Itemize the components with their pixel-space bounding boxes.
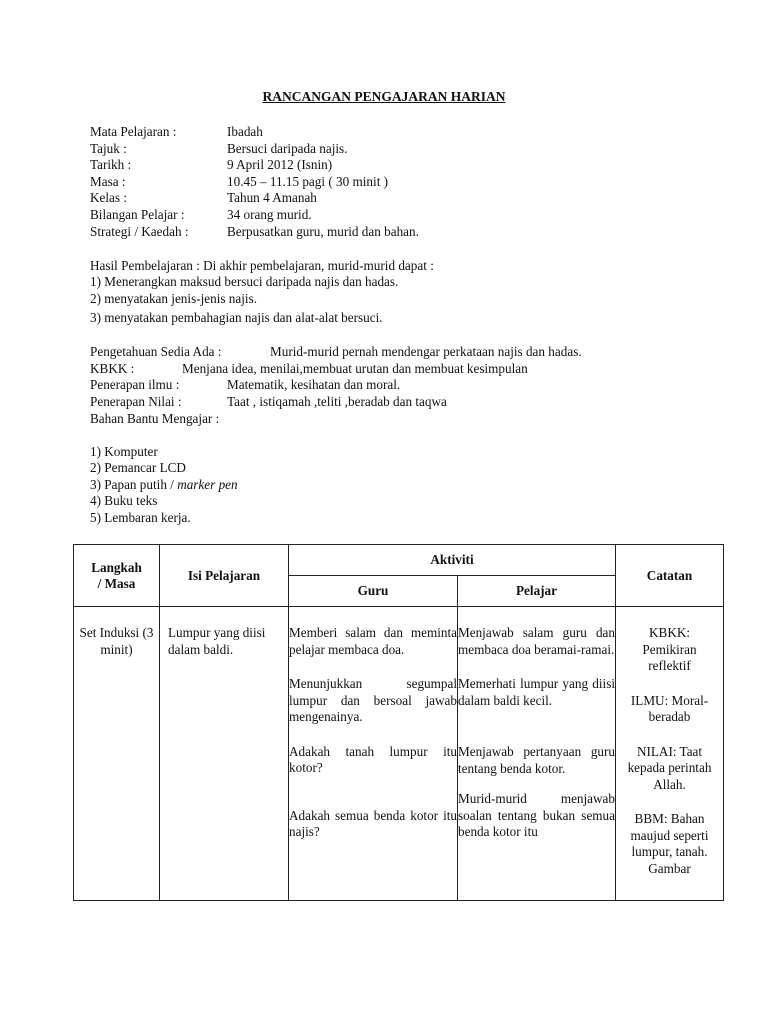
pelajar-activity: Menjawab pertanyaan guru tentang benda kotor. xyxy=(458,744,616,776)
info-value: Berpusatkan guru, murid dan bahan. xyxy=(227,224,419,239)
kbkk-label: KBKK : xyxy=(90,361,135,376)
info-label: Mata Pelajaran : xyxy=(90,124,177,139)
material-item: 4) Buku teks xyxy=(90,493,158,508)
learning-outcome-item: 2) menyatakan jenis-jenis najis. xyxy=(90,291,257,306)
ilmu-value: Matematik, kesihatan dan moral. xyxy=(227,377,401,392)
material-item-italic: marker pen xyxy=(177,477,238,492)
catatan-note: BBM: Bahan maujud seperti lumpur, tanah. Gambar xyxy=(630,811,709,876)
header-langkah: Langkah / Masa xyxy=(74,545,160,607)
cell-isi: Lumpur yang diisi dalam baldi. xyxy=(160,607,289,901)
info-value: Ibadah xyxy=(227,124,263,139)
info-label: Kelas : xyxy=(90,190,127,205)
guru-activity: Memberi salam dan meminta pelajar membaca doa. xyxy=(289,625,457,657)
material-item-prefix: 3) Papan putih / xyxy=(90,477,178,492)
catatan-note: NILAI: Taat kepada perintah Allah. xyxy=(627,743,712,792)
info-value: Bersuci daripada najis. xyxy=(227,141,348,156)
cell-langkah: Set Induksi (3 minit) xyxy=(74,607,160,901)
learning-outcomes-heading: Hasil Pembelajaran : Di akhir pembelajaran, murid-murid dapat : xyxy=(90,258,434,273)
catatan-note: KBKK: Pemikiran reflektif xyxy=(642,625,697,673)
info-label: Bilangan Pelajar : xyxy=(90,207,185,222)
bbm-heading: Bahan Bantu Mengajar : xyxy=(90,411,220,426)
info-label: Tarikh : xyxy=(90,157,132,172)
document-title: RANCANGAN PENGAJARAN HARIAN xyxy=(262,89,506,104)
cell-pelajar xyxy=(458,607,616,901)
lesson-table xyxy=(73,544,724,901)
info-label: Strategi / Kaedah : xyxy=(90,224,189,239)
material-item: 5) Lembaran kerja. xyxy=(90,510,191,525)
kbkk-value: Menjana idea, menilai,membuat urutan dan membuat kesimpulan xyxy=(182,361,528,376)
info-label: Masa : xyxy=(90,174,126,189)
nilai-label: Penerapan Nilai : xyxy=(90,394,182,409)
cell-guru xyxy=(289,607,458,901)
header-pelajar: Pelajar xyxy=(458,576,616,607)
guru-activity: Menunjukkan segumpal lumpur dan bersoal jawab mengenainya. xyxy=(289,676,457,724)
learning-outcome-item: 3) menyatakan pembahagian najis dan alat-alat bersuci. xyxy=(90,310,383,325)
pelajar-activity: Menjawab salam guru dan membaca doa beramai-ramai. xyxy=(458,625,616,657)
material-item: 1) Komputer xyxy=(90,444,158,459)
header-aktiviti: Aktiviti xyxy=(289,545,616,576)
pengetahuan-label: Pengetahuan Sedia Ada : xyxy=(90,344,222,359)
ilmu-label: Penerapan ilmu : xyxy=(90,377,180,392)
guru-activity: Adakah tanah lumpur itu kotor? xyxy=(289,743,457,775)
info-value: 34 orang murid. xyxy=(227,207,312,222)
header-isi: Isi Pelajaran xyxy=(160,545,289,607)
material-item xyxy=(90,477,238,493)
info-value: 9 April 2012 (Isnin) xyxy=(227,157,333,172)
info-label: Tajuk : xyxy=(90,141,127,156)
catatan-note: ILMU: Moral-beradab xyxy=(630,692,709,724)
learning-outcome-item: 1) Menerangkan maksud bersuci daripada najis dan hadas. xyxy=(90,274,399,289)
pengetahuan-value: Murid-murid pernah mendengar perkataan najis dan hadas. xyxy=(270,344,582,359)
header-guru: Guru xyxy=(289,576,458,607)
nilai-value: Taat , istiqamah ,teliti ,beradab dan taqwa xyxy=(227,394,447,409)
cell-catatan xyxy=(616,607,724,901)
info-value: Tahun 4 Amanah xyxy=(227,190,317,205)
info-value: 10.45 – 11.15 pagi ( 30 minit ) xyxy=(227,174,389,189)
header-catatan: Catatan xyxy=(616,545,724,607)
guru-activity: Adakah semua benda kotor itu najis? xyxy=(289,807,457,839)
pelajar-activity: Memerhati lumpur yang diisi dalam baldi kecil. xyxy=(458,676,616,708)
pelajar-activity: Murid-murid menjawab soalan tentang bukan semua benda kotor itu xyxy=(458,791,616,839)
material-item: 2) Pemancar LCD xyxy=(90,460,186,475)
